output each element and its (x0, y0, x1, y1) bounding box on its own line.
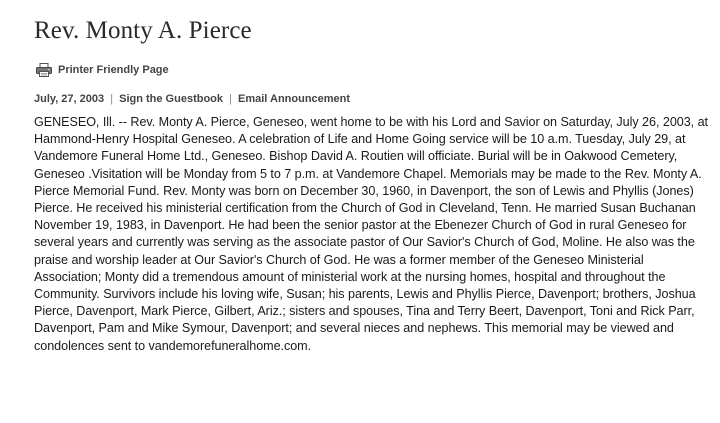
obituary-body-text: GENESEO, Ill. -- Rev. Monty A. Pierce, Geneseo, went home to be with his Lord and Savior on Saturday, July 26, 2003, at Hammond-Henry Hospital Geneseo. A celebration of Life and Home Going service will be 10 a.m. Tuesday, July 29, at Vandemore Funeral Home Ltd., Geneseo. Bishop David A. Routien will officiate. Burial will be in Oakwood Cemetery, Geneseo .Visitation will be Monday from 5 to 7 p.m. at Vandemore Chapel. Memorials may be made to the Rev. Monty A. Pierce Memorial Fund. Rev. Monty was born on December 30, 1960, in Davenport, the son of Lewis and Phyllis (Jones) Pierce. He received his ministerial certification from the Church of God in Cleveland, Tenn. He married Susan Buchanan November 19, 1983, in Davenport. He had been the senior pastor at the Ebenezer Church of God in rural Geneseo for several years and currently was serving as the associate pastor of Our Savior's Church of God, Moline. He also was the praise and worship leader at Our Savior's Church of God. He was a former member of the Geneseo Ministerial Association; Monty did a tremendous amount of ministerial work at the nursing homes, hospital and throughout the Community. Survivors include his loving wife, Susan; his parents, Lewis and Phyllis Pierce, Davenport; brothers, Joshua Pierce, Davenport, Mark Pierce, Gilbert, Ariz.; sisters and spouses, Tina and Terry Beert, Davenport, Toni and Rick Parr, Davenport, Pam and Mike Symour, Davenport; and several nieces and nephews. This memorial may be viewed and condolences sent to vandemorefuneralhome.com. (34, 115, 708, 353)
printer-friendly-link[interactable]: Printer Friendly Page (58, 64, 169, 76)
printer-friendly-row (36, 62, 694, 78)
page-title: Rev. Monty A. Pierce (34, 17, 252, 44)
article-meta-bar (34, 92, 694, 106)
sign-guestbook-link[interactable]: Sign the Guestbook (119, 93, 224, 105)
email-announcement-link[interactable]: Email Announcement (238, 93, 351, 105)
meta-separator: | (229, 93, 232, 105)
publish-date: July, 27, 2003 (34, 93, 105, 105)
printer-icon[interactable] (36, 63, 52, 77)
meta-separator: | (110, 93, 114, 105)
